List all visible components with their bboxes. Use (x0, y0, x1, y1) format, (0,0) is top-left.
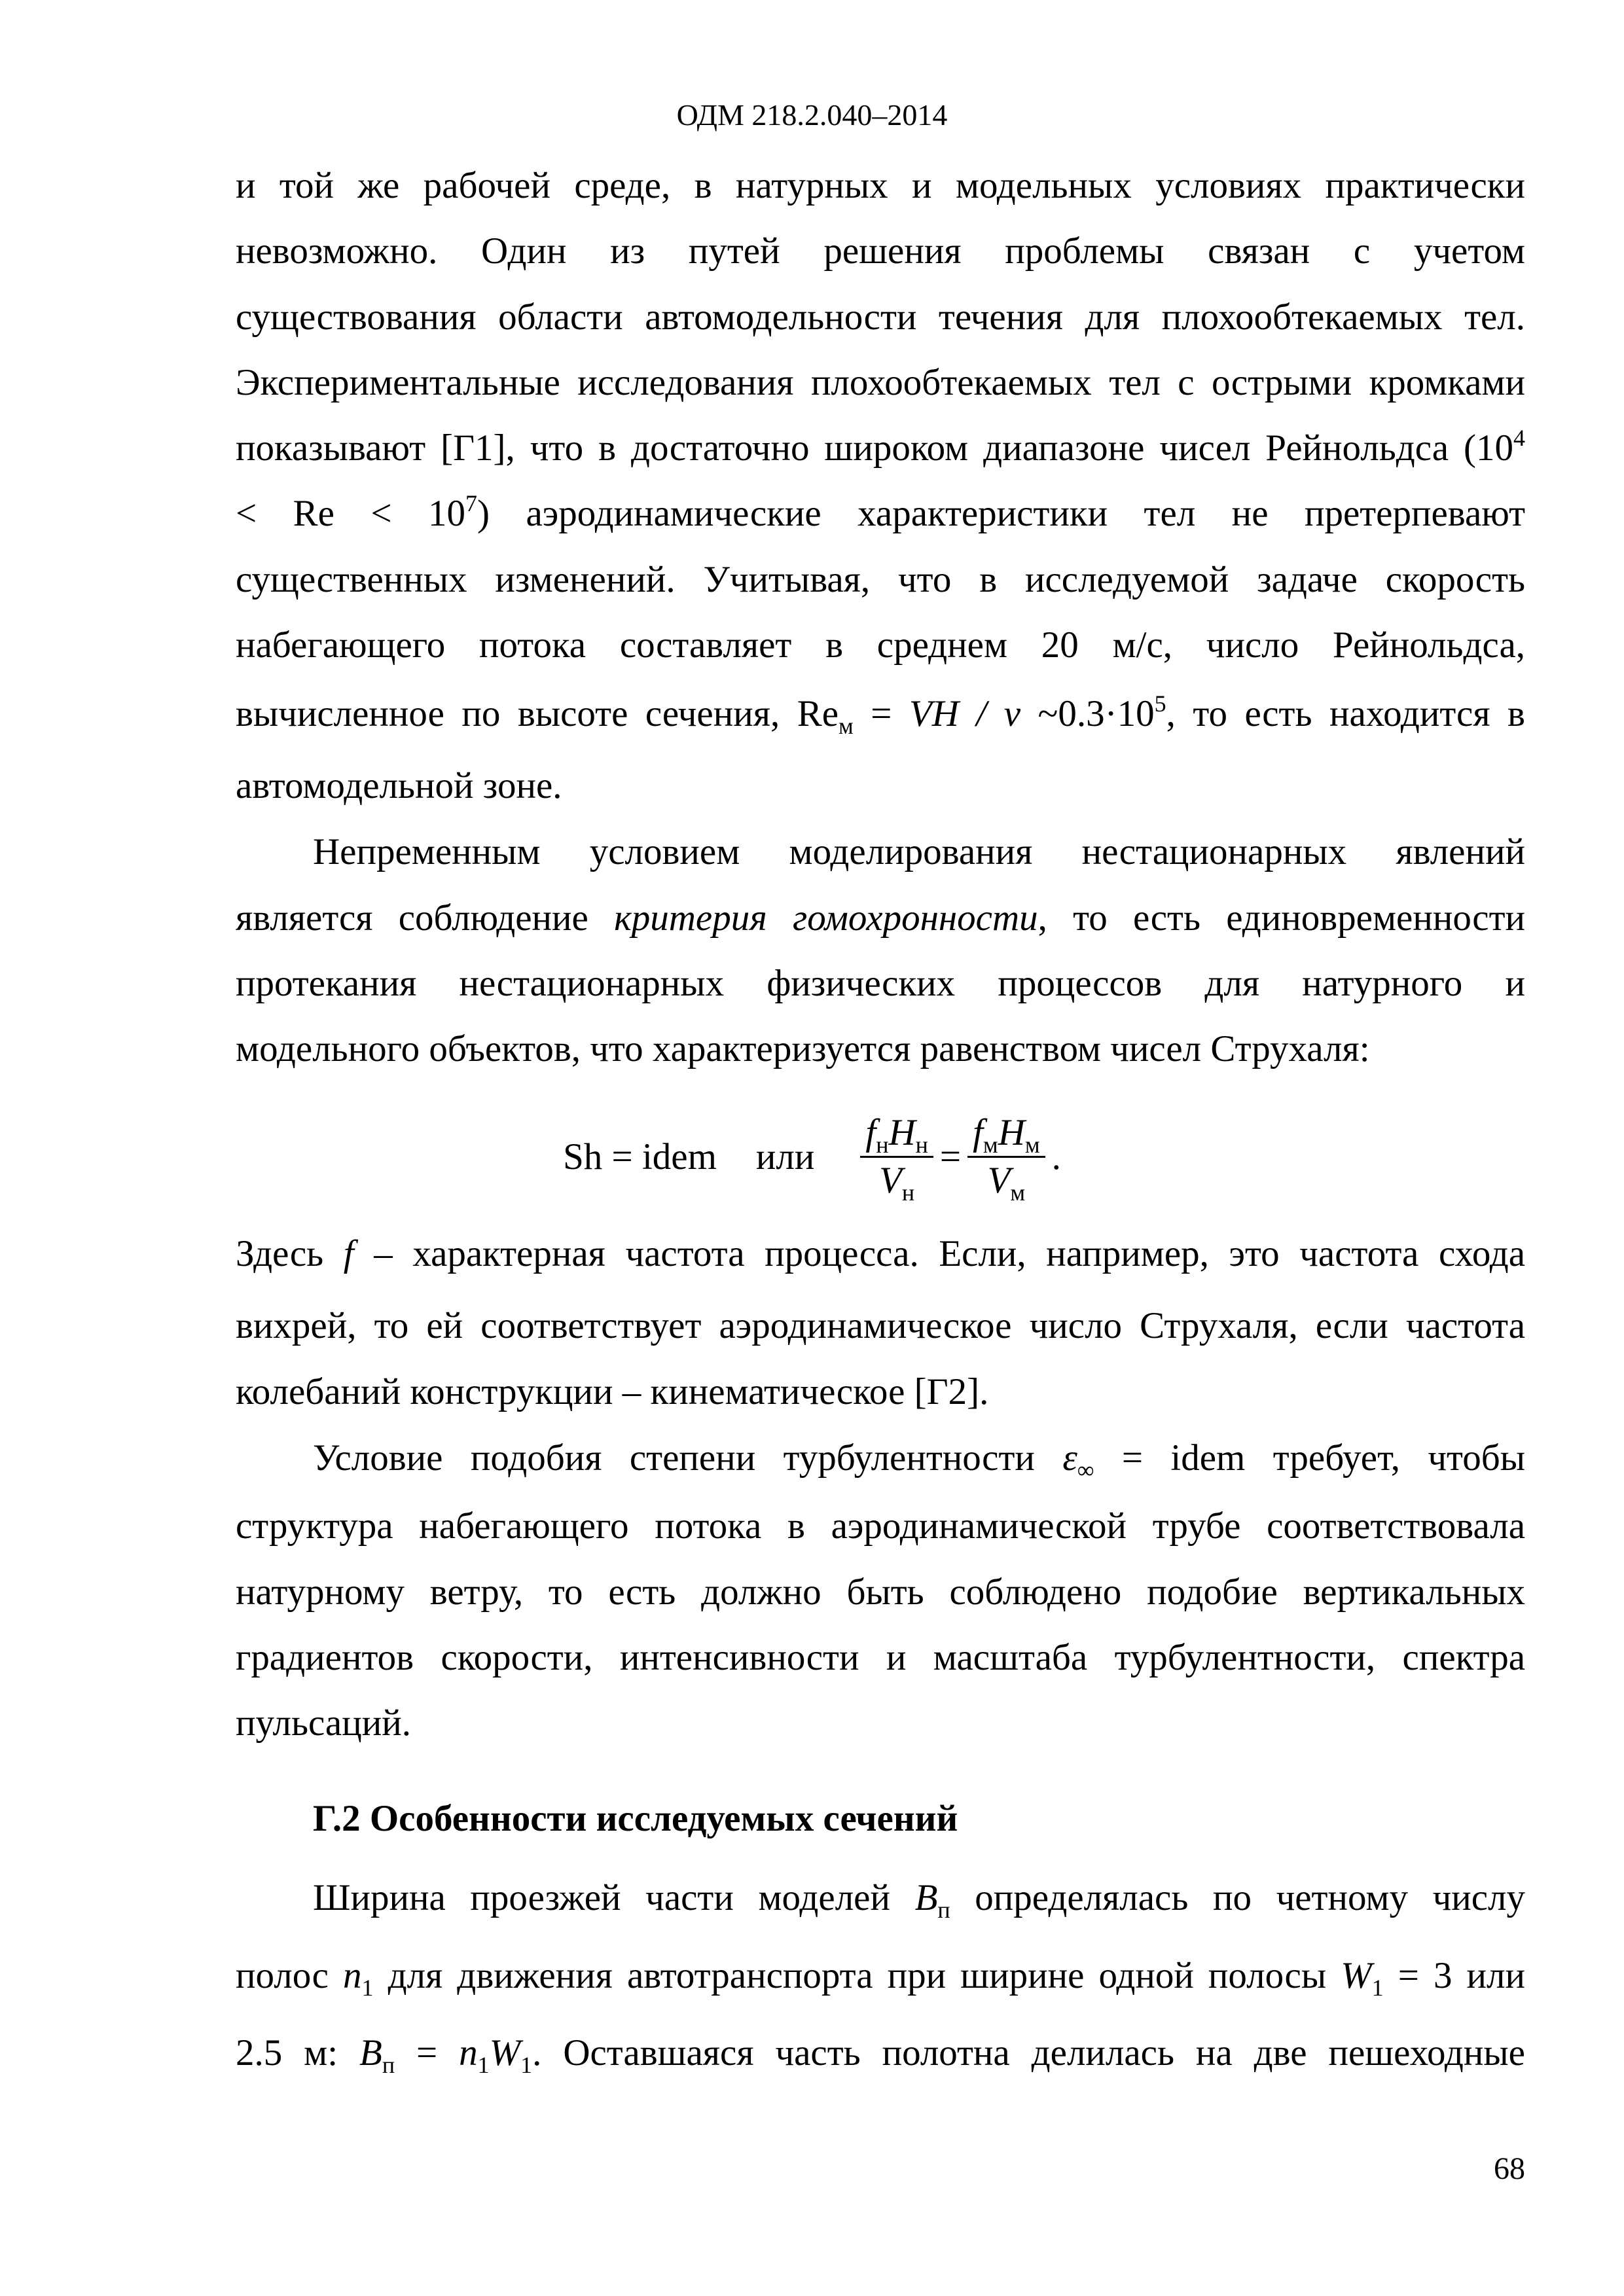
para2-line2: является соблюдение критерия гомохронности, то есть единовременности (236, 897, 1525, 939)
para4-line1: Условие подобия степени турбулентности $\varepsilon_\infty$ = idem требует, чтобы (313, 1437, 1525, 1483)
strouhal-formula: Sh = idem или $\frac{f_нH_н}{V_н}$ = $\frac{f_мH_м}{V_м}$ . (563, 1111, 1061, 1206)
para2-line3: протекания нестационарных физических процессов для натурного и (236, 963, 1525, 1004)
reynolds-expression: VH / ν (909, 693, 1021, 734)
para4-line5: пульсаций. (236, 1702, 411, 1744)
para1-line3: существования области автомодельности течения для плохообтекаемых тел. (236, 296, 1525, 338)
para1-line9: вычисленное по высоте сечения, $Re_м$ = VH / ν $\sim 0.3\cdot 10^5$, то есть находится в (236, 691, 1525, 739)
para5-line1: Ширина проезжей части моделей $B_п$ определялась по четному числу (313, 1877, 1525, 1923)
para4-line2: структура набегающего потока в аэродинамической трубе соответствовала (236, 1505, 1525, 1547)
section-heading: Г.2 Особенности исследуемых сечений (313, 1798, 958, 1839)
para4-line4: градиентов скорости, интенсивности и масштаба турбулентности, спектра (236, 1637, 1525, 1678)
para1-line5: показывают [Г1], что в достаточно широком диапазоне чисел Рейнольдса ($10^4$ (236, 425, 1525, 469)
para1-line1: и той же рабочей среде, в натурных и модельных условиях практически (236, 165, 1525, 206)
para1-line10: автомодельной зоне. (236, 765, 562, 806)
para3-line3: колебаний конструкции – кинематическое [Г2]. (236, 1371, 989, 1412)
para3-line1: Здесь f – характерная частота процесса. Если, например, это частота схода (236, 1233, 1525, 1274)
fraction-natural: $\frac{f_нH_н}{V_н}$ (860, 1113, 933, 1201)
page-number: 68 (1494, 2151, 1525, 2186)
formula-lhs: Sh = idem (563, 1136, 717, 1177)
formula-equals: = (939, 1136, 962, 1177)
para1-line2: невозможно. Один из путей решения проблемы связан с учетом (236, 230, 1525, 272)
para5-line2: полос $n_1$ для движения автотранспорта при ширине одной полосы $W_1 = 3$ или (236, 1955, 1525, 2001)
document-code-header: ОДМ 218.2.040–2014 (676, 98, 948, 132)
para2-line4: модельного объектов, что характеризуется равенством чисел Струхаля: (236, 1028, 1370, 1069)
para1-line4: Экспериментальные исследования плохообтекаемых тел с острыми кромками (236, 362, 1525, 403)
para1-line8: набегающего потока составляет в среднем 20 м/с, число Рейнольдса, (236, 624, 1525, 666)
para3-line2: вихрей, то ей соответствует аэродинамическое число Струхаля, если частота (236, 1305, 1525, 1346)
para2-line1: Непременным условием моделирования нестационарных явлений (313, 831, 1525, 872)
para1-line7: существенных изменений. Учитывая, что в исследуемой задаче скорость (236, 559, 1525, 600)
para5-line3: 2.5 м: $B_п = n_1W_1$. Оставшаяся часть полотна делилась на две пешеходные (236, 2032, 1525, 2078)
formula-or: или (755, 1136, 815, 1177)
para1-line6: < $Re < 10^7$) аэродинамические характеристики тел не претерпевают (236, 490, 1525, 534)
homochronicity-criterion: критерия гомохронности (614, 897, 1038, 939)
fraction-model: $\frac{f_мH_м}{V_м}$ (967, 1113, 1045, 1201)
para4-line3: натурному ветру, то есть должно быть соблюдено подобие вертикальных (236, 1571, 1525, 1613)
